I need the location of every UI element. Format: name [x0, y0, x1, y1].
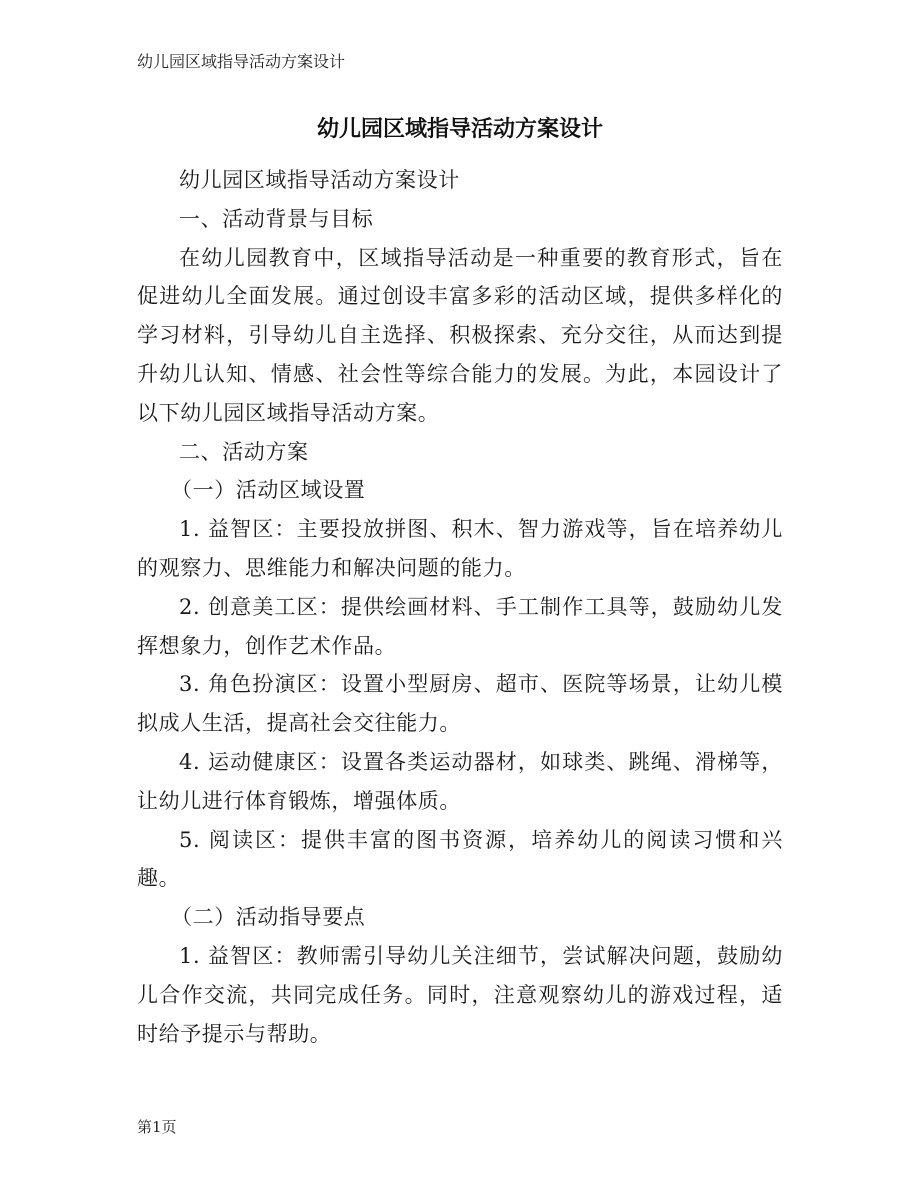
- background-paragraph: 在幼儿园教育中，区域指导活动是一种重要的教育形式，旨在促进幼儿全面发展。通过创设丰富多彩的活动区域，提供多样化的学习材料，引导幼儿自主选择、积极探索、充分交往，从而达到提升幼儿认知、情感、社会性等综合能力的发展。为此，本园设计了以下幼儿园区域指导活动方案。: [137, 245, 783, 425]
- running-header: 幼儿园区域指导活动方案设计: [137, 52, 346, 71]
- document-title: 幼儿园区域指导活动方案设计: [316, 117, 603, 142]
- area-item-role-play: 3. 角色扮演区：设置小型厨房、超市、医院等场景，让幼儿模拟成人生活，提高社会交往能力。: [137, 672, 783, 736]
- intro-heading: 幼儿园区域指导活动方案设计: [179, 168, 460, 192]
- subsection-heading-guidance: （二）活动指导要点: [171, 905, 366, 930]
- document-body: [137, 161, 783, 1053]
- area-item-art: 2. 创意美工区：提供绘画材料、手工制作工具等，鼓励幼儿发挥想象力，创作艺术作品。: [137, 594, 783, 658]
- area-item-puzzle: 1. 益智区：主要投放拼图、积木、智力游戏等，旨在培养幼儿的观察力、思维能力和解决问题的能力。: [137, 517, 783, 580]
- guidance-item-puzzle: 1. 益智区：教师需引导幼儿关注细节，尝试解决问题，鼓励幼儿合作交流，共同完成任务。同时，注意观察幼儿的游戏过程，适时给予提示与帮助。: [137, 943, 783, 1046]
- subsection-heading-areas: （一）活动区域设置: [171, 478, 366, 503]
- section-heading-background: 一、活动背景与目标: [179, 206, 374, 231]
- area-item-reading: 5. 阅读区：提供丰富的图书资源，培养幼儿的阅读习惯和兴趣。: [137, 827, 783, 891]
- page-number: 第1页: [137, 1118, 177, 1136]
- area-item-sports: 4. 运动健康区：设置各类运动器材，如球类、跳绳、滑梯等，让幼儿进行体育锻炼，增强体质。: [137, 749, 783, 813]
- section-heading-plan: 二、活动方案: [179, 439, 309, 464]
